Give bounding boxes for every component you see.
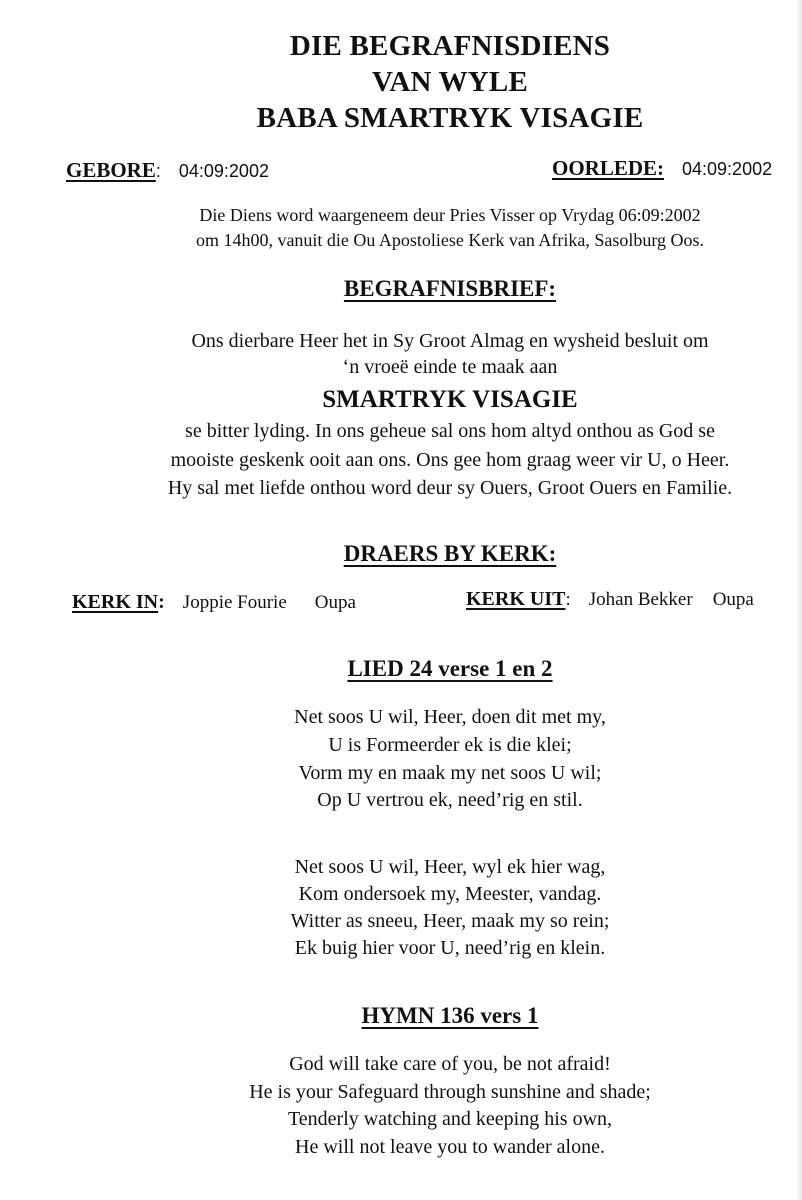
kerk-in-row <box>72 591 356 614</box>
kerk-uit-relation: Oupa <box>712 589 754 610</box>
song2-heading: HYMN 136 vers 1 <box>361 1003 539 1028</box>
kerk-uit-colon: : <box>565 589 571 610</box>
letter-line-5: Hy sal met liefde onthou word deur sy Ouers, Groot Ouers en Familie. <box>167 477 733 499</box>
died-date-row <box>552 156 772 181</box>
title-line-2: VAN WYLE <box>371 66 529 98</box>
kerk-in-label: KERK IN <box>72 591 159 613</box>
song1-verse2-line: Net soos U wil, Heer, wyl ek hier wag, <box>294 856 606 878</box>
song1-verse2-line: Witter as sneeu, Heer, maak my so rein; <box>290 910 610 932</box>
page-edge-shadow <box>796 0 802 1200</box>
song1-verse2-line: Ek buig hier voor U, need’rig en klein. <box>294 937 606 959</box>
died-value: 04:09:2002 <box>682 159 773 179</box>
letter-line-4: mooiste geskenk ooit aan ons. Ons gee hom graag weer vir U, o Heer. <box>170 449 730 471</box>
song1-verse2-line: Kom ondersoek my, Meester, vandag. <box>298 883 602 905</box>
born-colon: : <box>155 161 161 181</box>
born-date-row <box>66 158 269 183</box>
song1-heading: LIED 24 verse 1 en 2 <box>347 656 553 681</box>
died-label: OORLEDE: <box>552 156 665 180</box>
deceased-name: SMARTRYK VISAGIE <box>322 386 578 413</box>
letter-line-2: ‘n vroeë einde te maak aan <box>342 356 558 378</box>
bearers-heading: DRAERS BY KERK: <box>343 541 557 566</box>
born-value: 04:09:2002 <box>178 161 269 181</box>
song1-verse1-line: Net soos U wil, Heer, doen dit met my, <box>294 706 606 728</box>
letter-line-1: Ons dierbare Heer het in Sy Groot Almag en wysheid besluit om <box>191 330 709 352</box>
kerk-in-colon: : <box>158 591 165 613</box>
kerk-in-relation: Oupa <box>314 592 356 613</box>
song2-verse-line: God will take care of you, be not afraid! <box>289 1053 611 1075</box>
kerk-uit-row <box>466 588 754 611</box>
song2-verse-line: Tenderly watching and keeping his own, <box>287 1108 613 1130</box>
song2-verse-line: He is your Safeguard through sunshine and shade; <box>249 1081 651 1103</box>
letter-line-3: se bitter lyding. In ons geheue sal ons hom altyd onthou as God se <box>185 420 715 442</box>
letter-heading: BEGRAFNISBRIEF: <box>343 276 557 301</box>
service-line-1: Die Diens word waargeneem deur Pries Visser op Vrydag 06:09:2002 <box>199 205 701 225</box>
born-label: GEBORE <box>66 158 156 182</box>
song1-verse1-line: Vorm my en maak my net soos U wil; <box>298 762 602 784</box>
kerk-uit-label: KERK UIT <box>466 588 566 610</box>
song1-verse1-line: U is Formeerder ek is die klei; <box>328 734 572 756</box>
song2-verse-line: He will not leave you to wander alone. <box>295 1136 605 1158</box>
service-line-2: om 14h00, vanuit die Ou Apostoliese Kerk van Afrika, Sasolburg Oos. <box>195 230 705 250</box>
kerk-in-name: Joppie Fourie <box>182 592 287 613</box>
title-line-3: BABA SMARTRYK VISAGIE <box>256 102 644 134</box>
song1-verse1-line: Op U vertrou ek, need’rig en stil. <box>317 789 583 811</box>
title-line-1: DIE BEGRAFNISDIENS <box>289 30 611 62</box>
kerk-uit-name: Johan Bekker <box>588 589 693 610</box>
